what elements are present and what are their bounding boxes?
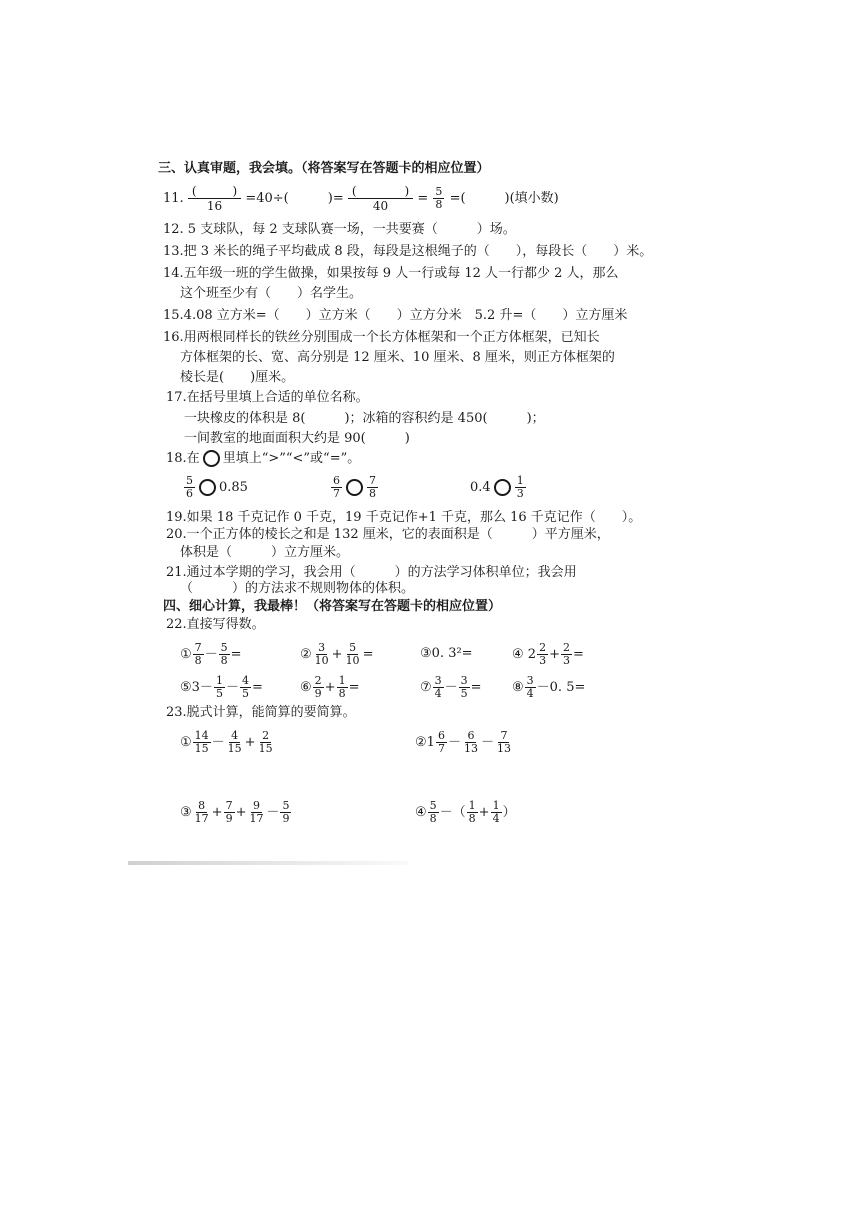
question-17-line-2: 一块橡皮的体积是 8( )；冰箱的容积约是 450( )； bbox=[184, 411, 545, 426]
section-heading-4: 四、细心计算，我最棒！（将答案写在答题卡的相应位置） bbox=[163, 599, 502, 614]
answer-circle-icon[interactable] bbox=[346, 479, 363, 496]
q18-item-a: $\frac{5}{6}$ 0.85 bbox=[186, 474, 248, 500]
q22-item-1: ① $\frac{7}{8}$ － $\frac{5}{8}$ = bbox=[180, 641, 242, 667]
q22-item-2: ② $\frac{3}{10}$ + $\frac{5}{10}$ = bbox=[300, 641, 374, 667]
question-17-line-1: 17.在括号里填上合适的单位名称。 bbox=[166, 390, 369, 405]
question-16-line-1: 16.用两根同样长的铁丝分别围成一个长方体框架和一个正方体框架，已知长 bbox=[163, 330, 600, 345]
answer-circle-icon[interactable] bbox=[199, 479, 216, 496]
q11-fraction-3: $\frac{5}{8}$ bbox=[435, 185, 443, 211]
q22-item-3: ③0. 3²= bbox=[420, 646, 473, 661]
question-16-line-2: 方体框架的长、宽、高分别是 12 厘米、10 厘米、8 厘米，则正方体框架的 bbox=[180, 350, 615, 365]
q18-item-c: 0.4 $\frac{1}{3}$ bbox=[470, 474, 524, 500]
question-15: 15.4.08 立方米=（ ）立方米（ ）立方分米 5.2 升=（ ）立方厘米 bbox=[163, 308, 628, 323]
q22-item-4: ④ 2 $\frac{2}{3}$ + $\frac{2}{3}$ = bbox=[512, 641, 584, 667]
q11-number: 11. bbox=[163, 191, 184, 206]
question-20-line-1: 20.一个正方体的棱长之和是 132 厘米，它的表面积是（ ）平方厘米， bbox=[166, 527, 610, 542]
question-19: 19.如果 18 千克记作 0 千克，19 千克记作+1 千克，那么 16 千克记作（ ）。 bbox=[166, 510, 642, 525]
q22-item-7: ⑦ $\frac{3}{4}$ － $\frac{3}{5}$ = bbox=[420, 674, 482, 700]
q23-expr-1: ① $\frac{14}{15}$ － $\frac{4}{15}$ + $\frac{2}{15}$ bbox=[180, 729, 273, 755]
q23-expr-4: ④ $\frac{5}{8}$ －（ $\frac{1}{8}$ + $\frac{1}{4}$ ） bbox=[415, 799, 516, 825]
q23-expr-2: ②1 $\frac{6}{7}$ － $\frac{6}{13}$ － $\frac{7}{13}$ bbox=[415, 729, 511, 755]
question-18: 18.在 里填上“>”“<”或“=”。 bbox=[166, 451, 361, 466]
q22-item-8: ⑧ $\frac{3}{4}$ －0. 5= bbox=[512, 674, 586, 700]
q23-expr-3: ③ $\frac{8}{17}$ + $\frac{7}{9}$ + $\frac{9}{17}$ － $\frac{5}{9}$ bbox=[180, 799, 290, 825]
question-21-line-1: 21.通过本学期的学习，我会用（ ）的方法学习体积单位；我会用 bbox=[166, 565, 577, 580]
question-16-line-3: 棱长是( )厘米。 bbox=[180, 370, 295, 385]
question-17-line-3: 一间教室的地面面积大约是 90( ) bbox=[184, 431, 410, 446]
question-11: 11. $\frac{( )}{16}$ =40÷( )= $\frac{( )}{40}$ = $\frac{5}{8}$ =( )(填小数) bbox=[163, 184, 559, 213]
scan-smudge bbox=[128, 861, 408, 865]
answer-circle-icon[interactable] bbox=[494, 479, 511, 496]
question-23-title: 23.脱式计算，能简算的要简算。 bbox=[166, 705, 356, 720]
q11-fraction-2: $\frac{( )}{40}$ bbox=[348, 184, 413, 213]
question-12: 12. 5 支球队，每 2 支球队赛一场，一共要赛（ ）场。 bbox=[163, 222, 516, 237]
question-22-title: 22.直接写得数。 bbox=[166, 617, 265, 632]
q22-item-5: ⑤3－ $\frac{1}{5}$ － $\frac{4}{5}$ = bbox=[180, 674, 263, 700]
q22-item-6: ⑥ $\frac{2}{9}$ + $\frac{1}{8}$ = bbox=[300, 674, 360, 700]
q18-item-b: $\frac{6}{7}$ $\frac{7}{8}$ bbox=[333, 474, 376, 500]
question-14-line-2: 这个班至少有（ ）名学生。 bbox=[180, 286, 363, 301]
question-21-line-2: （ ）的方法求不规则物体的体积。 bbox=[180, 581, 415, 596]
question-13: 13.把 3 米长的绳子平均截成 8 段，每段是这根绳子的（ ），每段长（ ）米。 bbox=[163, 244, 653, 259]
q11-fraction-1: $\frac{( )}{16}$ bbox=[188, 184, 241, 213]
compare-circle-icon bbox=[203, 450, 220, 467]
question-20-line-2: 体积是（ ）立方厘米。 bbox=[180, 545, 350, 560]
question-14-line-1: 14.五年级一班的学生做操，如果按每 9 人一行或每 12 人一行都少 2 人，那么 bbox=[163, 266, 619, 281]
section-heading-3: 三、认真审题，我会填。（将答案写在答题卡的相应位置） bbox=[158, 161, 490, 176]
